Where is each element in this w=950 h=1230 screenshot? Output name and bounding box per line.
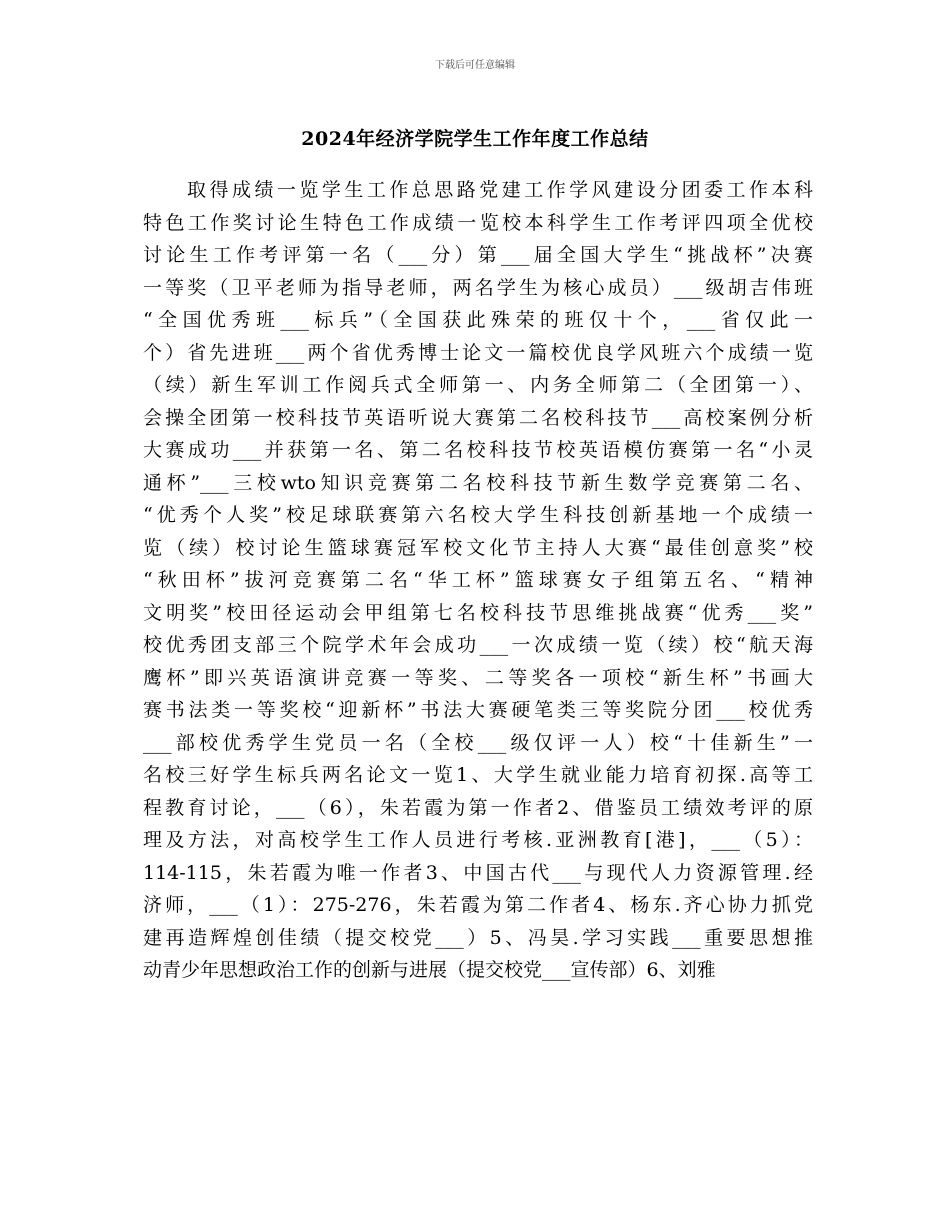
body-line: 理及方法，对高校学生工作人员进行考核.亚洲教育[港]，___（5）： — [143, 829, 813, 851]
body-line: 会操全团第一校科技节英语听说大赛第二名校科技节___高校案例分析 — [143, 406, 813, 429]
body-line: “秋田杯”拔河竞赛第二名“华工杯”篮球赛女子组第五名、“精神 — [143, 569, 813, 591]
body-line: “全国优秀班___标兵”（全国获此殊荣的班仅十个，___省仅此一 — [143, 309, 813, 331]
body-line: ___部校优秀学生党员一名（全校___级仅评一人）校“十佳新生”一 — [143, 731, 813, 754]
body-line: 讨论生工作考评第一名（___分）第___届全国大学生“挑战杯”决赛 — [143, 244, 813, 266]
body-line: 名校三好学生标兵两名论文一览1、大学生就业能力培育初探.高等工 — [143, 764, 813, 786]
body-line: 取得成绩一览学生工作总思路党建工作学风建设分团委工作本科 — [187, 179, 813, 201]
body-line: 通杯”___三校wto知识竞赛第二名校科技节新生数学竞赛第二名、 — [143, 471, 813, 494]
body-line: 114-115，朱若霞为唯一作者3、中国古代___与现代人力资源管理.经 — [143, 861, 813, 884]
body-line: 赛书法类一等奖校“迎新杯”书法大赛硬笔类三等奖院分团___校优秀 — [143, 699, 813, 721]
body-line: 文明奖”校田径运动会甲组第七名校科技节思维挑战赛“优秀___奖” — [143, 601, 813, 624]
body-line: 览（续）校讨论生篮球赛冠军校文化节主持人大赛“最佳创意奖”校 — [143, 536, 813, 559]
body-line: 大赛成功___并获第一名、第二名校科技节校英语模仿赛第一名“小灵 — [143, 439, 813, 461]
body-line: 建再造辉煌创佳绩（提交校党___）5、冯昊.学习实践___重要思想推 — [143, 926, 813, 949]
body-line: 一等奖（卫平老师为指导老师，两名学生为核心成员）___级胡吉伟班 — [143, 276, 813, 299]
body-line: “优秀个人奖”校足球联赛第六名校大学生科技创新基地一个成绩一 — [143, 504, 813, 526]
body-line: 济师，___（1）：275-276，朱若霞为第二作者4、杨东.齐心协力抓党 — [143, 894, 813, 916]
body-line: 特色工作奖讨论生特色工作成绩一览校本科学生工作考评四项全优校 — [143, 211, 813, 234]
body-line: 鹰杯”即兴英语演讲竞赛一等奖、二等奖各一项校“新生杯”书画大 — [143, 666, 813, 689]
body-line: 个）省先进班___两个省优秀博士论文一篇校优良学风班六个成绩一览 — [143, 341, 813, 364]
body-line: （续）新生军训工作阅兵式全师第一、内务全师第二（全团第一）、 — [143, 374, 813, 396]
body-text — [143, 174, 813, 987]
body-line: 动青少年思想政治工作的创新与进展（提交校党___宣传部）6、刘雅 — [143, 959, 716, 981]
header-note: 下载后可任意编辑 — [435, 60, 515, 71]
document-title: 2024年经济学院学生工作年度工作总结 — [301, 128, 649, 150]
body-line: 校优秀团支部三个院学术年会成功___一次成绩一览（续）校“航天海 — [143, 634, 813, 656]
body-line: 程教育讨论，___（6），朱若霞为第一作者2、借鉴员工绩效考评的原 — [143, 796, 813, 819]
